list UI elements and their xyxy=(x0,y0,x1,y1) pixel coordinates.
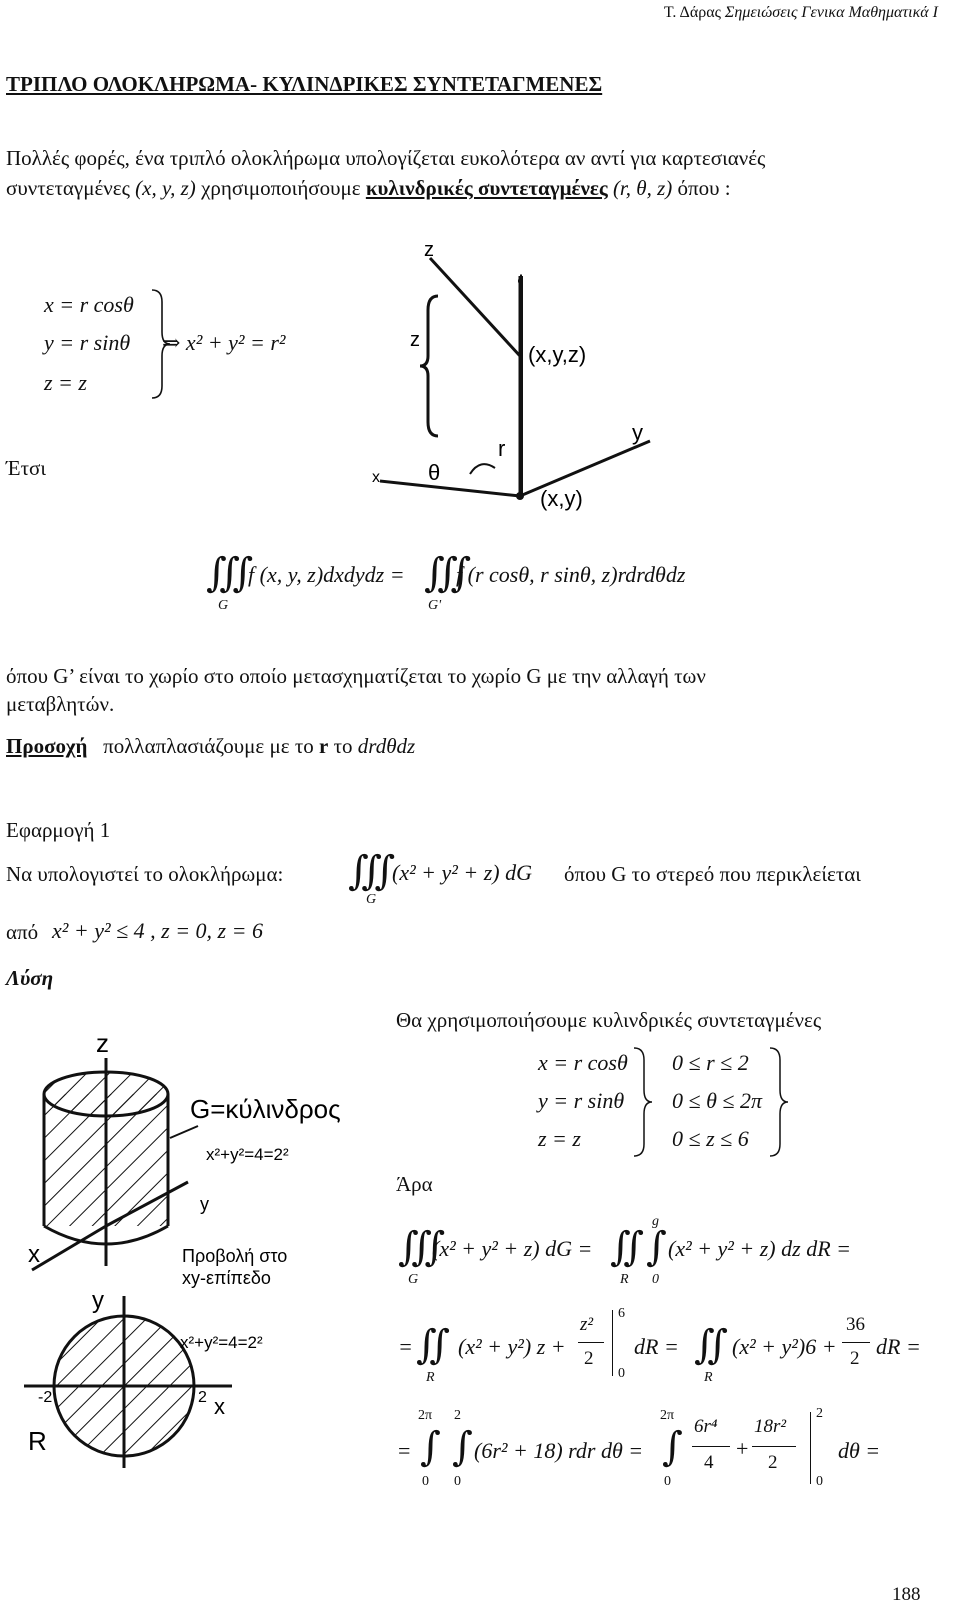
application-prompt: Να υπολογιστεί το ολοκλήρωμα: xyxy=(6,862,284,886)
solution-range-r: 0 ≤ r ≤ 2 xyxy=(672,1050,749,1075)
proj-eq-label: x²+y²=4=2² xyxy=(180,1333,263,1352)
main-integral-lhs-domain: G xyxy=(218,598,229,613)
application-from-label: από xyxy=(6,920,39,944)
cylinder-body xyxy=(44,1094,168,1226)
cyl-axis-x-label: x xyxy=(28,1241,40,1268)
main-integral-rhs: f (r cosθ, r sinθ, z)rdrdθdz xyxy=(456,562,686,587)
theta-label: θ xyxy=(428,460,441,485)
explanation-line-1: όπου G’ είναι το χωρίο στο οποίο μετασχηματίζεται το χωρίο G με την αλλαγή των xyxy=(6,664,706,688)
r-label: r xyxy=(498,436,506,461)
cyl-axis-z-label: z xyxy=(96,1028,109,1058)
z-brace xyxy=(420,296,438,436)
proj-tick-pos: 2 xyxy=(198,1389,207,1406)
cyl-eq-label: x²+y²=4=2² xyxy=(206,1145,289,1164)
transform-eq-z: z = z xyxy=(44,370,87,395)
main-integral-rhs-domain: G' xyxy=(428,598,442,613)
intro-line-1: Πολλές φορές, ένα τριπλό ολοκλήρωμα υπολογίζεται ευκολότερα αν αντί για καρτεσιανές xyxy=(6,146,766,170)
projection-diagram xyxy=(20,1286,370,1482)
point-xyz-label: (x,y,z) xyxy=(528,342,587,367)
solution-cyl-z: z = z xyxy=(538,1126,581,1151)
header-course: Σημειώσεις Γενικα Μαθηματικά Ι xyxy=(724,4,938,21)
x-axis-line xyxy=(380,481,520,496)
point-xy-label: (x,y) xyxy=(540,486,583,511)
cylindrical-link[interactable]: κυλινδρικές συντεταγμένες xyxy=(365,176,608,200)
solution-cyl-x: x = r cosθ xyxy=(538,1050,628,1075)
solution-step-3: = 2π ∫ 0 2 ∫ 0 (6r² + 18) rdr dθ = 2π ∫ 0 6r⁴ 4 + 18r² 2 2 0 dθ = xyxy=(398,1406,881,1489)
application-heading: Εφαρμογή 1 xyxy=(6,818,111,842)
main-integral-lhs: f (x, y, z)dxdydz = xyxy=(248,562,405,587)
cyl-label: G=κύλινδρος xyxy=(190,1094,341,1124)
solution-use-text: Θα χρησιμοποιήσουμε κυλινδρικές συντεταγμένες xyxy=(396,1008,822,1032)
solution-brace-left xyxy=(632,1046,654,1158)
solution-step-2: = ∬ R (x² + y²) z + z² 2 6 0 dR = ∬ R (x² + y²)6 + 36 2 dR = xyxy=(398,1306,921,1385)
ara-text: Άρα xyxy=(396,1172,433,1196)
solution-step-1: ∭ G (x² + y² + z) dG = ∬ R g ∫ 0 (x² + y² + z) dz dR = xyxy=(398,1214,851,1287)
cyl-x-axis xyxy=(32,1226,106,1270)
attention-label: Προσοχή xyxy=(6,734,88,758)
cylinder-diagram xyxy=(20,1026,370,1290)
proj-axis-x-label: x xyxy=(214,1394,225,1419)
etsi-text: Έτσι xyxy=(6,456,46,480)
page-title: ΤΡΙΠΛΟ ΟΛΟΚΛΗΡΩΜΑ- ΚΥΛΙΝΔΡΙΚΕΣ ΣΥΝΤΕΤΑΓΜΕΝΕΣ xyxy=(6,72,603,96)
transform-eq-y: y = r sinθ xyxy=(44,330,131,355)
axis-z-label: z xyxy=(424,239,434,261)
proj-region-label: R xyxy=(28,1426,47,1456)
x-label: x xyxy=(372,469,380,486)
solution-heading: Λύση xyxy=(6,966,54,990)
explanation-line-2: μεταβλητών. xyxy=(6,692,115,716)
cylindrical-coords-diagram xyxy=(360,236,680,526)
intro-line-2: συντεταγμένες (x, y, z) χρησιμοποιήσουμε κυλινδρικές συντεταγμένες (r, θ, z) όπου : xyxy=(6,176,731,200)
theta-arc xyxy=(470,464,495,474)
solution-brace-right xyxy=(768,1046,790,1158)
projection-label-2: xy-επίπεδο xyxy=(182,1268,271,1288)
solution-range-theta: 0 ≤ θ ≤ 2π xyxy=(672,1088,762,1113)
page-number: 188 xyxy=(892,1584,921,1605)
eq-pointer xyxy=(170,1126,198,1138)
projection-circle xyxy=(54,1316,194,1456)
proj-tick-neg: -2 xyxy=(38,1389,53,1406)
slant-line xyxy=(430,258,520,356)
point-xy-dot xyxy=(516,492,524,500)
solution-range-z: 0 ≤ z ≤ 6 xyxy=(672,1126,749,1151)
proj-axis-y-label: y xyxy=(92,1287,104,1314)
transform-result: ⇒ x² + y² = r² xyxy=(162,330,286,355)
axis-y-label: y xyxy=(632,420,643,445)
projection-label-1: Προβολή στο xyxy=(182,1246,288,1266)
attention-line: Προσοχή πολλαπλασιάζουμε με το r το drdθdz xyxy=(6,734,416,758)
application-constraint: x² + y² ≤ 4 , z = 0, z = 6 xyxy=(52,918,263,943)
transform-eq-x: x = r cosθ xyxy=(44,292,134,317)
header-author: Τ. Δάρας xyxy=(663,4,721,21)
brace-z-label: z xyxy=(410,329,420,351)
solution-cyl-y: y = r sinθ xyxy=(538,1088,625,1113)
page-header xyxy=(664,4,938,22)
application-after: όπου G το στερεό που περικλείεται xyxy=(564,862,861,886)
cyl-axis-y-label: y xyxy=(200,1194,209,1214)
